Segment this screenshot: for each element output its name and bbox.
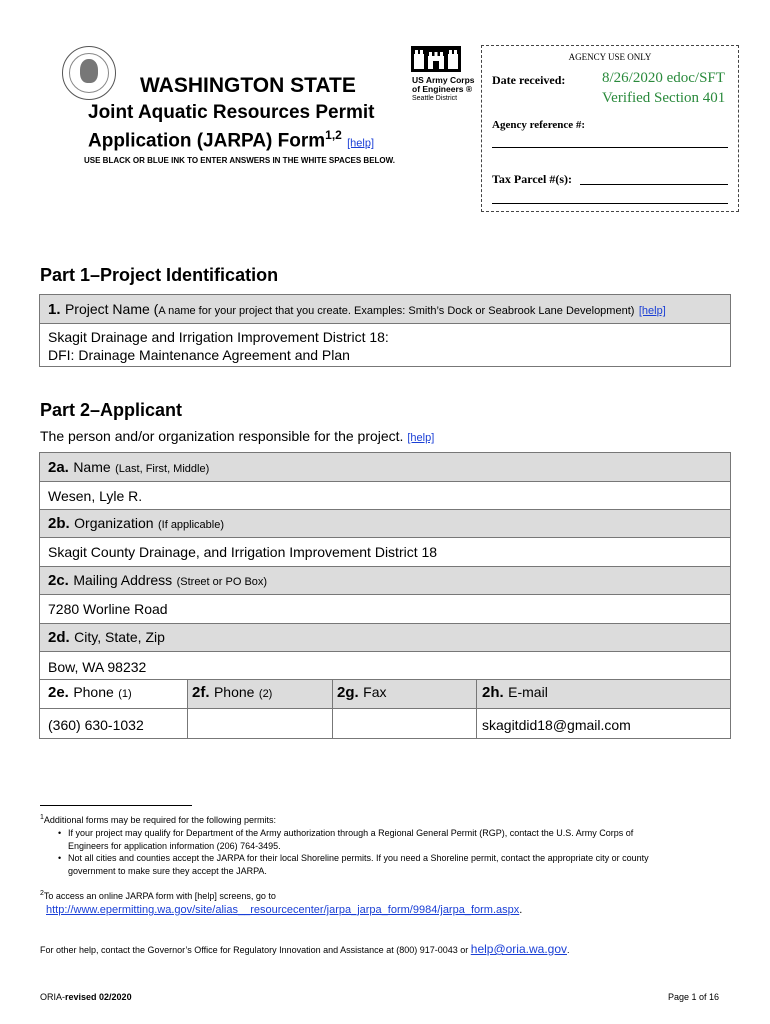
q2h-answer: skagitdid18@gmail.com [482, 717, 631, 733]
q1-number: 1. [48, 301, 61, 318]
usace-castle-logo [411, 46, 461, 72]
date-received-label: Date received: [492, 73, 566, 87]
q2d-label-text [48, 629, 165, 647]
q2a-label-text [48, 459, 209, 477]
q1-answer-line1: Skagit Drainage and Irrigation Improvement District 18: [48, 329, 389, 345]
revision-note [40, 992, 132, 1002]
other-help-text: For other help, contact the Governor’s Office for Regulatory Innovation and Assistance at (800) 917-0043 or [40, 945, 469, 955]
revision-date: revised 02/2020 [65, 992, 132, 1002]
q2a-answer-field[interactable] [39, 481, 731, 510]
q2e-answer-field[interactable] [39, 708, 188, 739]
received-stamp-line1: 8/26/2020 edoc/SFT [602, 70, 725, 86]
help-link[interactable]: [help] [347, 137, 375, 150]
tax-parcel-line-1[interactable] [580, 184, 728, 185]
page-number: Page 1 of 16 [668, 992, 720, 1002]
usace-district: Seattle District [412, 95, 458, 102]
part1-title: Part 1–Project Identification [40, 265, 279, 285]
tax-parcel-label: Tax Parcel #(s): [492, 172, 572, 186]
q2d-answer-field[interactable] [39, 651, 731, 680]
received-stamp-line2: Verified Section 401 [602, 90, 726, 106]
washington-state-seal [62, 46, 116, 100]
footnote-divider [40, 805, 192, 806]
q2e-label-cell [39, 679, 188, 709]
form-title-line1: Joint Aquatic Resources Permit [88, 102, 375, 123]
q2d-number: 2d. [48, 629, 70, 646]
footnote-1-text: Additional forms may be required for the following permits: [43, 815, 277, 825]
q2g-label: Fax [363, 684, 387, 700]
footnote-1-intro [40, 814, 276, 825]
q2c-answer: 7280 Worline Road [48, 601, 168, 617]
agency-use-box [481, 45, 739, 212]
q2g-label-cell [332, 679, 477, 709]
oria-email-link[interactable]: help@oria.wa.gov [470, 942, 567, 956]
q2d-label: City, State, Zip [74, 629, 165, 645]
footnote-1-bullet-2-line2: government to make sure they accept the JARPA. [68, 866, 267, 876]
footnote-1-marker: 1 [40, 814, 44, 821]
q1-label-row [39, 294, 731, 324]
form-title-text: Application (JARPA) Form [88, 130, 326, 152]
q2f-label: Phone [213, 684, 255, 700]
q2f-label-cell [187, 679, 333, 709]
q2e-label: Phone [73, 684, 114, 700]
q2d-label-row [39, 623, 731, 652]
footnote-1-bullet-1-line2: Engineers for application information (206) 764-3495. [68, 841, 281, 851]
form-title-footnotes: 1,2 [325, 128, 342, 142]
part2-subtitle-text: The person and/or organization responsible for the project. [40, 428, 404, 444]
q2g-number: 2g. [337, 684, 359, 701]
q2c-hint: (Street or PO Box) [176, 576, 268, 588]
q2b-label-row [39, 509, 731, 538]
q2f-number: 2f. [192, 684, 210, 701]
other-help-line [40, 942, 570, 956]
q2e-label-text [48, 684, 132, 702]
q2c-label-row [39, 566, 731, 595]
q2h-label: E-mail [508, 684, 548, 700]
q2e-hint: (1) [118, 688, 132, 700]
q1-label: Project Name ( [64, 301, 159, 317]
ink-instruction: USE BLACK OR BLUE INK TO ENTER ANSWERS IN THE WHITE SPACES BELOW. [84, 156, 395, 165]
q2b-hint: (If applicable) [157, 519, 225, 531]
footnote-2-intro [40, 890, 276, 901]
other-help-end: . [567, 945, 570, 955]
q2b-label: Organization [74, 515, 154, 531]
q1-answer-field[interactable] [39, 323, 731, 367]
q2f-hint: (2) [258, 688, 273, 700]
q2h-label-text [482, 684, 548, 702]
part2-title: Part 2–Applicant [40, 400, 183, 420]
footnote-2-marker: 2 [40, 890, 44, 897]
q2d-answer: Bow, WA 98232 [48, 659, 147, 675]
state-title: WASHINGTON STATE [140, 74, 356, 97]
part2-help-link[interactable]: [help] [407, 432, 435, 444]
q2a-answer: Wesen, Lyle R. [48, 488, 143, 504]
q2c-label-text [48, 572, 267, 590]
tax-parcel-line-2[interactable] [492, 203, 728, 204]
q2h-answer-field[interactable] [476, 708, 731, 739]
agency-use-title: AGENCY USE ONLY [568, 52, 652, 62]
q2g-answer-field[interactable] [332, 708, 477, 739]
q2g-label-text [337, 684, 386, 702]
q2e-number: 2e. [48, 684, 69, 701]
q2c-number: 2c. [48, 572, 69, 589]
jarpa-form-link[interactable]: http://www.epermitting.wa.gov/site/alias__resourcecenter/jarpa_jarpa_form/9984/jarpa_form.aspx [46, 904, 520, 916]
usace-name-line2: of Engineers ® [412, 84, 473, 94]
q2a-label: Name [73, 459, 111, 475]
footnote-1-bullet-1-line1: • If your project may qualify for Department of the Army authorization through a Regional General Permit (RGP), contact the U.S. Army Corps of [68, 828, 633, 838]
q1-answer-line2: DFI: Drainage Maintenance Agreement and Plan [48, 347, 350, 363]
q2b-answer-field[interactable] [39, 537, 731, 567]
q2b-answer: Skagit County Drainage, and Irrigation Improvement District 18 [48, 544, 438, 560]
part2-subtitle [40, 428, 434, 444]
q1-hint: A name for your project that you create. Examples: Smith’s Dock or Seabrook Lane Development) [158, 305, 635, 317]
agency-reference-line[interactable] [492, 147, 728, 148]
q2c-label: Mailing Address [73, 572, 173, 588]
q2b-number: 2b. [48, 515, 70, 532]
footnote-1-bullet-2-line1: • Not all cities and counties accept the JARPA for their local Shoreline permits. If you need a Shoreline permit, contact the appropriate city or county [68, 853, 649, 863]
q2h-number: 2h. [482, 684, 504, 701]
q2h-label-cell [476, 679, 731, 709]
q2f-answer-field[interactable] [187, 708, 333, 739]
q2f-label-text [192, 684, 272, 702]
footnote-2-text: To access an online JARPA form with [help] screens, go to [43, 891, 276, 901]
agency-reference-label: Agency reference #: [492, 119, 586, 131]
usace-name-line1: US Army Corps [412, 75, 475, 85]
q1-help-link[interactable]: [help] [638, 305, 666, 317]
footnote-2-end: . [519, 904, 523, 916]
form-title-line2 [88, 128, 374, 152]
q2a-hint: (Last, First, Middle) [115, 463, 210, 475]
revision-prefix: ORIA- [40, 992, 66, 1002]
q2a-label-row [39, 452, 731, 482]
q2e-answer: (360) 630-1032 [48, 717, 144, 733]
q1-label-text [48, 301, 666, 319]
q2c-answer-field[interactable] [39, 594, 731, 624]
q2a-number: 2a. [48, 459, 69, 476]
footnote-2-url-line [46, 904, 522, 916]
q2b-label-text [48, 515, 224, 533]
